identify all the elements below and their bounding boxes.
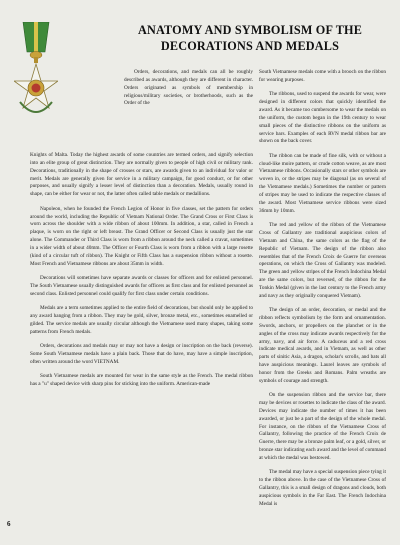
paragraph: The red and yellow of the ribbon of the Vietnamese Cross of Gallantry are traditional auspicious colors of Vietnam and China, the same colors as the flag of the Republic of Vietnam. The design of the ribbon also resembles that of the French Croix de Guerre for overseas operations, on which the Cross of Gallantry was modeled. The green and yellow stripes of the French Indochina Medal are the same colors, but reversed, of the ribbon for the Tonkin Medal (given in the last century to the French army and navy as they originally conquered Vietnam). bbox=[259, 222, 386, 299]
paragraph: The ribbon can be made of fine silk, with or without a cloud-like moire pattern, or crude cotton weave, as are most Vietnamese ribbons. Occasionally stars or other symbols are woven in, or the stripes may be diagonal (as on several of the Vietnamese medals.) Sometimes the number or pattern of stripes may be used to indicate the respective classes of the award. Most Vietnamese service ribbons were sized 36mm by 10mm. bbox=[259, 152, 386, 214]
left-column-top bbox=[124, 69, 253, 115]
paragraph: The medal may have a special suspension piece tying it to the ribbon above. In the case of the Vietnamese Cross of Gallantry, this is a small design of dragons and clouds, both auspicious symbols in the Far East. The French Indochina Medal is bbox=[259, 469, 386, 507]
article-title bbox=[100, 22, 400, 54]
title-line-2: DECORATIONS AND MEDALS bbox=[160, 39, 340, 53]
paragraph: On the suspension ribbon and the service bar, there may be devices or rosettes to indicate the class of the award. Devices may indicate the number of times it has been awarded, or just be a part of the design of the whole medal. For instance, on the ribbon of the Vietnamese Cross of Gallantry, following the practice of the French Croix de Guerre, there may be a bronze palm leaf, or a gold, silver, or bronze star indicating each award and the level of command at which the medal was bestowed. bbox=[259, 392, 386, 461]
paragraph: Napoleon, when he founded the French Legion of Honor in five classes, set the pattern for orders around the world, including the Republic of Vietnam National Order. The Grand Cross or First Class is worn across the shoulder with a wide ribbon of about 100mm. In addition, a star, called in French a plaque, is worn on the right or left breast. The Grand Officer or Second Class is usually just the star alone. The Commander or Third Class is worn from a ribbon around the neck called a cravat, sometimes in a wider width of about 40mm. The Officer or Fourth Class is worn from a ribbon with a large rosette (kind of a circular tuft of ribbon). The Knight or Fifth Class has a suspension ribbon without a rosette. Most French and Vietnamese ribbons are about 35mm in width. bbox=[30, 205, 253, 267]
medal-illustration bbox=[14, 22, 58, 126]
right-column bbox=[259, 69, 386, 515]
title-line-1: ANATOMY AND SYMBOLISM OF THE bbox=[137, 23, 363, 37]
paragraph: South Vietnamese medals are mounted for wear in the same style as the French. The medal ribbon has a "u" shaped device with sharp pins for sticking into the uniform. American-made bbox=[30, 373, 253, 388]
left-column bbox=[30, 152, 253, 396]
page-number: 6 bbox=[7, 520, 11, 528]
paragraph: The ribbons, used to suspend the awards for wear, were designed in different colors that quickly identified the award. As it became too cumbersome to wear the medals on the uniform, the custom began in the 19th century to wear small pieces of the distinctive ribbons on the uniform as service bars. Examples of each RVN medal ribbon bar are shown on the back cover. bbox=[259, 91, 386, 145]
paragraph: The design of an order, decoration, or medal and the ribbon reflects symbolism by the form and ornamentation. Swords, anchors, or propellers on the planchet or in the angles of the cross may indicate awards respectively for the army, navy, and air force. A caduceus and a red cross indicate medical awards, and in Vietnam, as well as other parts of sinitic Asia, a dragon, scholar's scrolls, and bats all have auspicious meanings. Laurel leaves are symbols of honor from the Greeks and Romans. Palm wreaths are symbols of courage and strength. bbox=[259, 307, 386, 384]
paragraph: Medals are a term sometimes applied to the entire field of decorations, but should only be applied to any award hanging from a ribbon. They may be gold, silver, bronze metal, etc., sometimes enamelled or gilded. The service medals are usually circular although the Vietnamese used many shapes, taking some patterns from French medals. bbox=[30, 305, 253, 335]
paragraph: Knights of Malta. Today the highest awards of some countries are termed orders, and signify selection into an elite group of great distinction. They are normally given to people of high civil or military rank. Decorations, traditionally in the shape of crosses or stars, are awards given to an individual for valor or merit. Medals are generally given for service in a military campaign, for good conduct, or for other purposes, and usually signify a lesser level of distinction than a decoration. Medals, usually round in shape, can be either for wear or not, the latter often called table medals or medallions. bbox=[30, 152, 253, 198]
paragraph: Orders, decorations, and medals can all be roughly described as awards, although they are different in character. Orders originated as symbols of membership in religious/military societies, or brotherhoods, such as the Order of the bbox=[124, 69, 253, 107]
paragraph: Orders, decorations and medals may or may not have a design or inscription on the back (reverse). Some South Vietnamese medals have a plain back. Those that do have, may have a simple inscription, often written around the word VIETNAM. bbox=[30, 343, 253, 365]
paragraph: South Vietnamese medals come with a brooch on the ribbon for wearing purposes. bbox=[259, 69, 386, 83]
paragraph: Decorations will sometimes have separate awards or classes for officers and for enlisted personnel. The South Vietnamese usually distinguished awards for officers as first class and for enlisted personnel as second class. Enlisted personnel could qualify for first class under certain conditions. bbox=[30, 275, 253, 297]
